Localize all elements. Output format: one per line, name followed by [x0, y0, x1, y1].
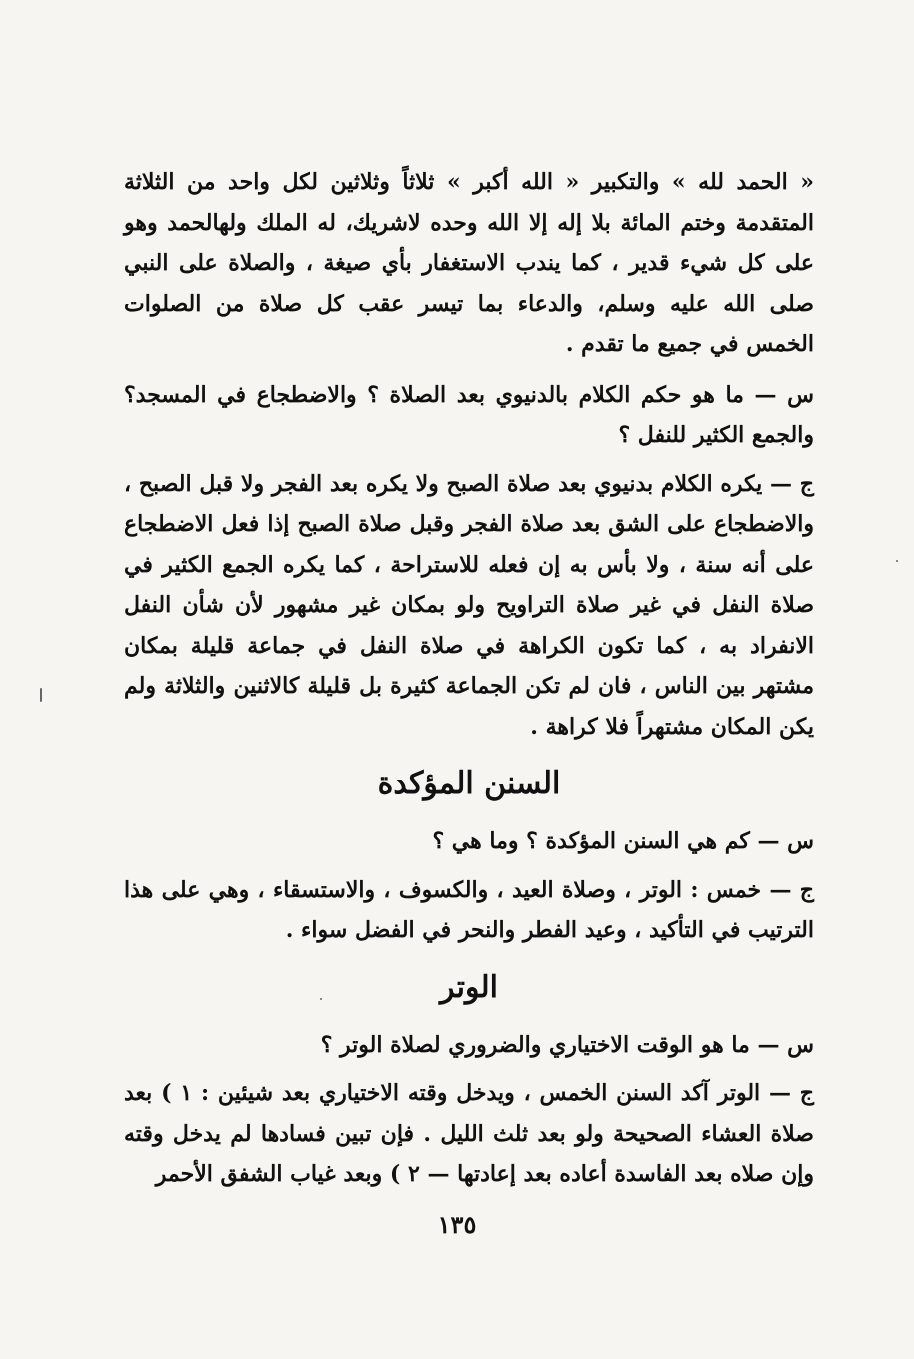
scan-speck: [320, 998, 322, 1000]
section-heading-sunan-muakkada: السنن المؤكدة: [377, 766, 561, 801]
question-sunan-count: س — كم هي السنن المؤكدة ؟ وما هي ؟: [432, 828, 814, 854]
page-content: [124, 162, 814, 1195]
question-witr-time: س — ما هو الوقت الاختياري والضروري لصلاة الوتر ؟: [320, 1031, 814, 1058]
scan-speck: [896, 560, 898, 562]
answer-talk-after-prayer: ج — يكره الكلام بدنيوي بعد صلاة الصبح ولا يكره بعد الفجر ولا قبل الصبح ، والاضطجاع على الشق بعد صلاة الفجر وقبل صلاة الصبح إذا فعل الاضطجاع على أنه سنة ، ولا بأس به إن فعله للاستراحة ، كما يكره الجمع الكثير في صلاة النفل في غير صلاة التراويح ولو بمكان غير مشهور لأن شأن النفل الانفراد به ، كما تكون الكراهة في صلاة النفل في جماعة قليلة بمكان مشتهر بين الناس ، فان لم تكن الجماعة كثيرة بل قليلة كالاثنين والثلاثة ولم يكن المكان مشتهراً فلا كراهة .: [124, 470, 814, 740]
paragraph-dhikr-after-prayer: « الحمد لله » والتكبير « الله أكبر » ثلاثاً وثلاثين لكل واحد من الثلاثة المتقدمة وختم المائة بلا إله إلا الله وحده لاشريك، له الملك ولهالحمد وهو على كل شيء قدير ، كما يندب الاستغفار بأي صيغة ، والصلاة على النبي صلى الله عليه وسلم، والدعاء بما تيسر عقب كل صلاة من الصلوات الخمس في جميع ما تقدم .: [124, 169, 814, 357]
section-heading-witr: الوتر: [440, 969, 498, 1005]
question-talk-after-prayer: س — ما هو حكم الكلام بالدنيوي بعد الصلاة ؟ والاضطجاع في المسجد؟ والجمع الكثير للنفل ؟: [124, 381, 814, 448]
answer-witr-time: ج — الوتر آكد السنن الخمس ، ويدخل وقته الاختياري بعد شيئين : ١ ) بعد صلاة العشاء الصحيحة ولو بعد ثلث الليل . فإن تبين فسادها لم يدخل وقته وإن صلاه بعد الفاسدة أعاده بعد إعادتها — ٢ ) وبعد غياب الشفق الأحمر: [124, 1080, 815, 1187]
answer-sunan-count: ج — خمس : الوتر ، وصلاة العيد ، والكسوف ، والاستسقاء ، وهي على هذا الترتيب في التأكيد ، وعيد الفطر والنحر في الفضل سواء .: [124, 876, 814, 943]
page-number: ١٣٥: [437, 1210, 477, 1239]
scan-speck: [40, 688, 42, 702]
